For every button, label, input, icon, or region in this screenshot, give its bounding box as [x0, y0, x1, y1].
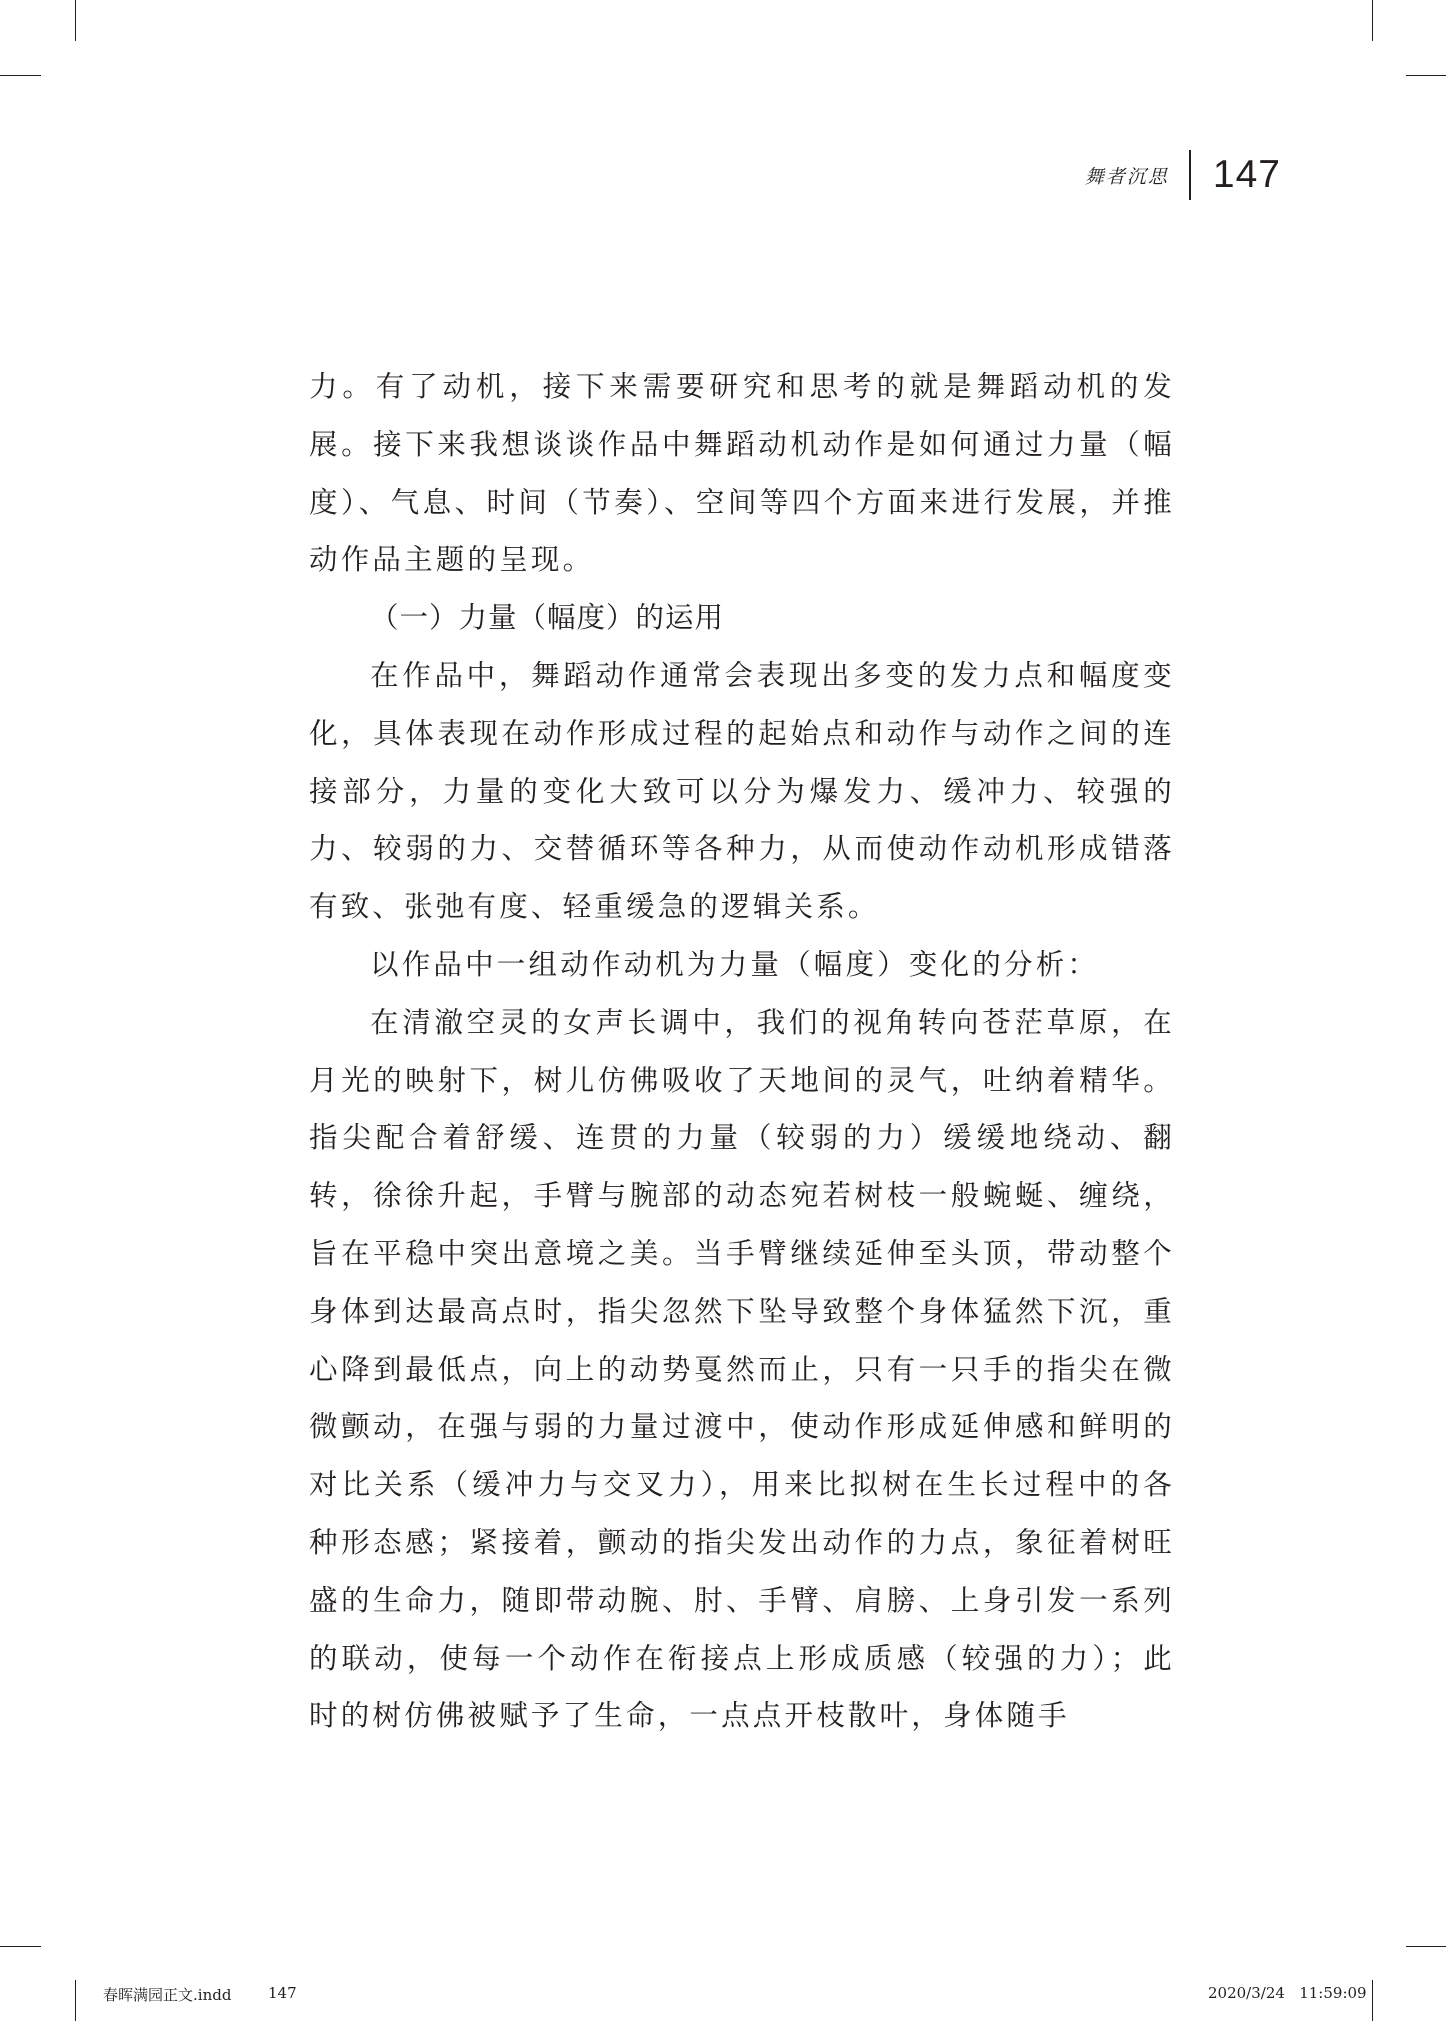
crop-mark-top-right-horizontal — [1406, 75, 1446, 76]
page-number: 147 — [1212, 153, 1281, 196]
crop-mark-bottom-right-horizontal — [1406, 1946, 1446, 1947]
header-divider — [1189, 150, 1191, 200]
crop-mark-top-left-vertical — [75, 0, 76, 41]
slug-file-page: 147 — [268, 1984, 297, 2002]
section-title: 舞者沉思 — [1084, 165, 1169, 188]
crop-mark-bottom-left-vertical — [75, 1980, 76, 2021]
running-header — [1085, 150, 1281, 200]
slug-file-name: 春晖满园正文.indd — [103, 1986, 232, 2004]
paragraph-2: 在作品中，舞蹈动作通常会表现出多变的发力点和幅度变化，具体表现在动作形成过程的起始点和动作与动作之间的连接部分，力量的变化大致可以分为爆发力、缓冲力、较强的力、较弱的力、交替循环等各种力，从而使动作动机形成错落有致、张弛有度、轻重缓急的逻辑关系。 — [309, 658, 1175, 924]
crop-mark-top-right-vertical — [1372, 0, 1373, 41]
intro-paragraph: 力。有了动机，接下来需要研究和思考的就是舞蹈动机的发展。接下来我想谈谈作品中舞蹈动机动作是如何通过力量（幅度）、气息、时间（节奏）、空间等四个方面来进行发展，并推动作品主题的呈现。 — [309, 370, 1175, 577]
slug-timestamp: 2020/3/24 11:59:09 — [1208, 1984, 1367, 2002]
paragraph-3: 以作品中一组动作动机为力量（幅度）变化的分析： — [370, 947, 1100, 981]
section-subheading: （一）力量（幅度）的运用 — [370, 601, 725, 635]
crop-mark-bottom-right-vertical — [1372, 1980, 1373, 2021]
body-text — [309, 358, 1175, 1745]
crop-mark-top-left-horizontal — [0, 75, 41, 76]
crop-mark-bottom-left-horizontal — [0, 1946, 41, 1947]
paragraph-4: 在清澈空灵的女声长调中，我们的视角转向苍茫草原，在月光的映射下，树儿仿佛吸收了天地间的灵气，吐纳着精华。指尖配合着舒缓、连贯的力量（较弱的力）缓缓地绕动、翻转，徐徐升起，手臂与腕部的动态宛若树枝一般蜿蜒、缠绕，旨在平稳中突出意境之美。当手臂继续延伸至头顶，带动整个身体到达最高点时，指尖忽然下坠导致整个身体猛然下沉，重心降到最低点，向上的动势戛然而止，只有一只手的指尖在微微颤动，在强与弱的力量过渡中，使动作形成延伸感和鲜明的对比关系（缓冲力与交叉力），用来比拟树在生长过程中的各种形态感；紧接着，颤动的指尖发出动作的力点，象征着树旺盛的生命力，随即带动腕、肘、手臂、肩膀、上身引发一系列的联动，使每一个动作在衔接点上形成质感（较强的力）；此时的树仿佛被赋予了生命，一点点开枝散叶，身体随手 — [309, 1005, 1175, 1733]
